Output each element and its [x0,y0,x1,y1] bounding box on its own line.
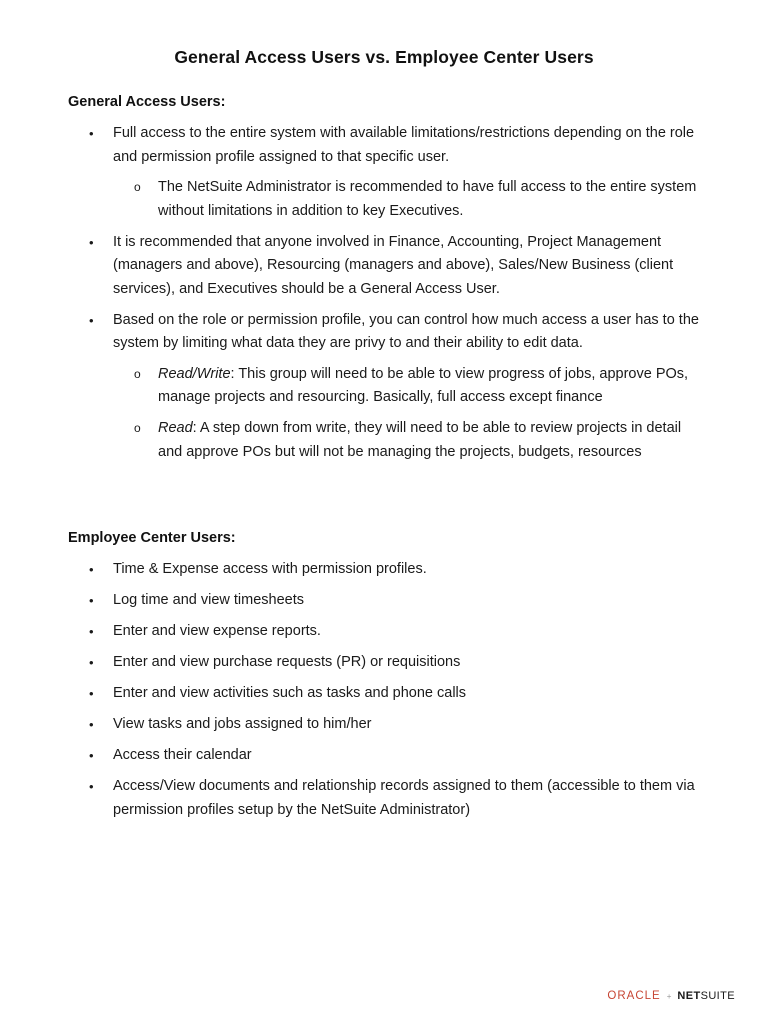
sub-list-item [0,176,698,223]
list-item [0,744,703,768]
sub-list-item-text: : This group will need to be able to view progress of jobs, approve POs, manage projects and resourcing. Basically, full access except finance [158,365,689,405]
bullet-icon: • [89,562,94,577]
sub-list [113,363,703,465]
list-item [0,122,703,223]
employee-center-heading: Employee Center Users: [68,530,236,546]
bullet-icon: • [89,593,94,608]
list-item-text: Based on the role or permission profile, you can control how much access a user has to the system by limiting what data they are privy to and their ability to edit data. [113,311,699,351]
list-item-text: Enter and view expense reports. [113,623,321,639]
list-item-text: Full access to the entire system with available limitations/restrictions depending on the role and permission profile assigned to that specific user. [113,125,695,165]
general-access-heading: General Access Users: [68,94,226,110]
oracle-wordmark: ORACLE [607,990,661,1002]
bullet-icon: • [89,655,94,670]
list-item-text: Access/View documents and relationship records assigned to them (accessible to them via permission profiles setup by the NetSuite Administrator) [113,778,695,818]
list-item [0,713,703,737]
list-item [0,682,703,706]
list-item [0,775,703,822]
list-item-text: Enter and view activities such as tasks and phone calls [113,685,467,701]
bullet-icon: • [89,126,94,141]
circle-bullet-icon: o [134,421,141,435]
sub-list-item [0,363,698,410]
list-item-text: Enter and view purchase requests (PR) or requisitions [113,654,461,670]
list-item-text: Access their calendar [113,747,252,763]
netsuite-wordmark [677,990,735,1002]
list-item-text: Time & Expense access with permission profiles. [113,561,427,577]
bullet-icon: • [89,624,94,639]
bullet-icon: • [89,686,94,701]
bullet-icon: • [89,748,94,763]
list-item [0,651,703,675]
bullet-icon: • [89,717,94,732]
sub-list [113,176,703,223]
bullet-icon: • [89,312,94,328]
list-item [0,231,703,302]
sub-list-item-lead: Read/Write [158,365,231,382]
bullet-icon: • [89,234,94,250]
bullet-icon: • [89,779,94,794]
sub-list-item-text: : A step down from write, they will need to be able to review projects in detail and approve POs but will not be managing the projects, budgets, resources [158,420,682,460]
list-item-text: It is recommended that anyone involved in Finance, Accounting, Project Management (managers and above), Resourcing (managers and above), Sales/New Business (client services), and Executives should be a General Access User. [113,233,674,297]
sub-list-item-lead: Read [158,420,193,436]
page-title: General Access Users vs. Employee Center Users [174,47,594,67]
netsuite-net: NET [677,990,701,1002]
list-item [0,309,703,465]
netsuite-suite: SUITE [700,990,735,1002]
sub-list-item [0,417,698,464]
list-item [0,620,703,644]
logo-separator: + [666,991,672,1001]
list-item-text: View tasks and jobs assigned to him/her [113,716,372,732]
oracle-netsuite-logo [607,990,735,1002]
sub-list-item-text: The NetSuite Administrator is recommended to have full access to the entire system without limitations in addition to key Executives. [158,179,697,219]
list-item [0,589,703,613]
general-access-list [0,122,768,472]
circle-bullet-icon: o [134,366,141,381]
list-item-text: Log time and view timesheets [113,592,305,608]
circle-bullet-icon: o [134,180,141,194]
list-item [0,558,703,582]
employee-center-list [0,558,768,830]
